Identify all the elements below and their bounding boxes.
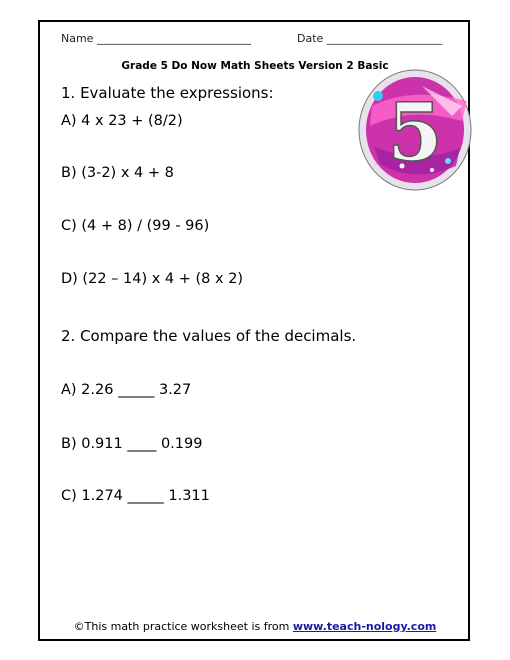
question-1c: C) (4 + 8) / (99 - 96) (61, 218, 210, 234)
worksheet-title: Grade 5 Do Now Math Sheets Version 2 Basic (121, 60, 389, 72)
footer-link[interactable]: www.teach-nology.com (292, 620, 437, 633)
question-2b: B) 0.911 ____ 0.199 (61, 436, 203, 452)
question-2a: A) 2.26 _____ 3.27 (61, 382, 192, 398)
question-1d: D) (22 – 14) x 4 + (8 x 2) (61, 271, 244, 287)
question-1b: B) (3-2) x 4 + 8 (61, 165, 174, 181)
question-1a: A) 4 x 23 + (8/2) (61, 113, 183, 129)
footer-text: ©This math practice worksheet is from (73, 620, 293, 633)
section-1-heading: 1. Evaluate the expressions: (61, 84, 274, 102)
question-2c: C) 1.274 _____ 1.311 (61, 488, 210, 504)
name-field-label: Name ____________________________ (61, 32, 251, 45)
section-2-heading: 2. Compare the values of the decimals. (61, 327, 357, 345)
grade-5-badge-icon (352, 66, 478, 194)
date-field-label: Date _____________________ (297, 32, 443, 45)
badge-digit: 5 (387, 85, 443, 179)
footer (0, 620, 510, 633)
